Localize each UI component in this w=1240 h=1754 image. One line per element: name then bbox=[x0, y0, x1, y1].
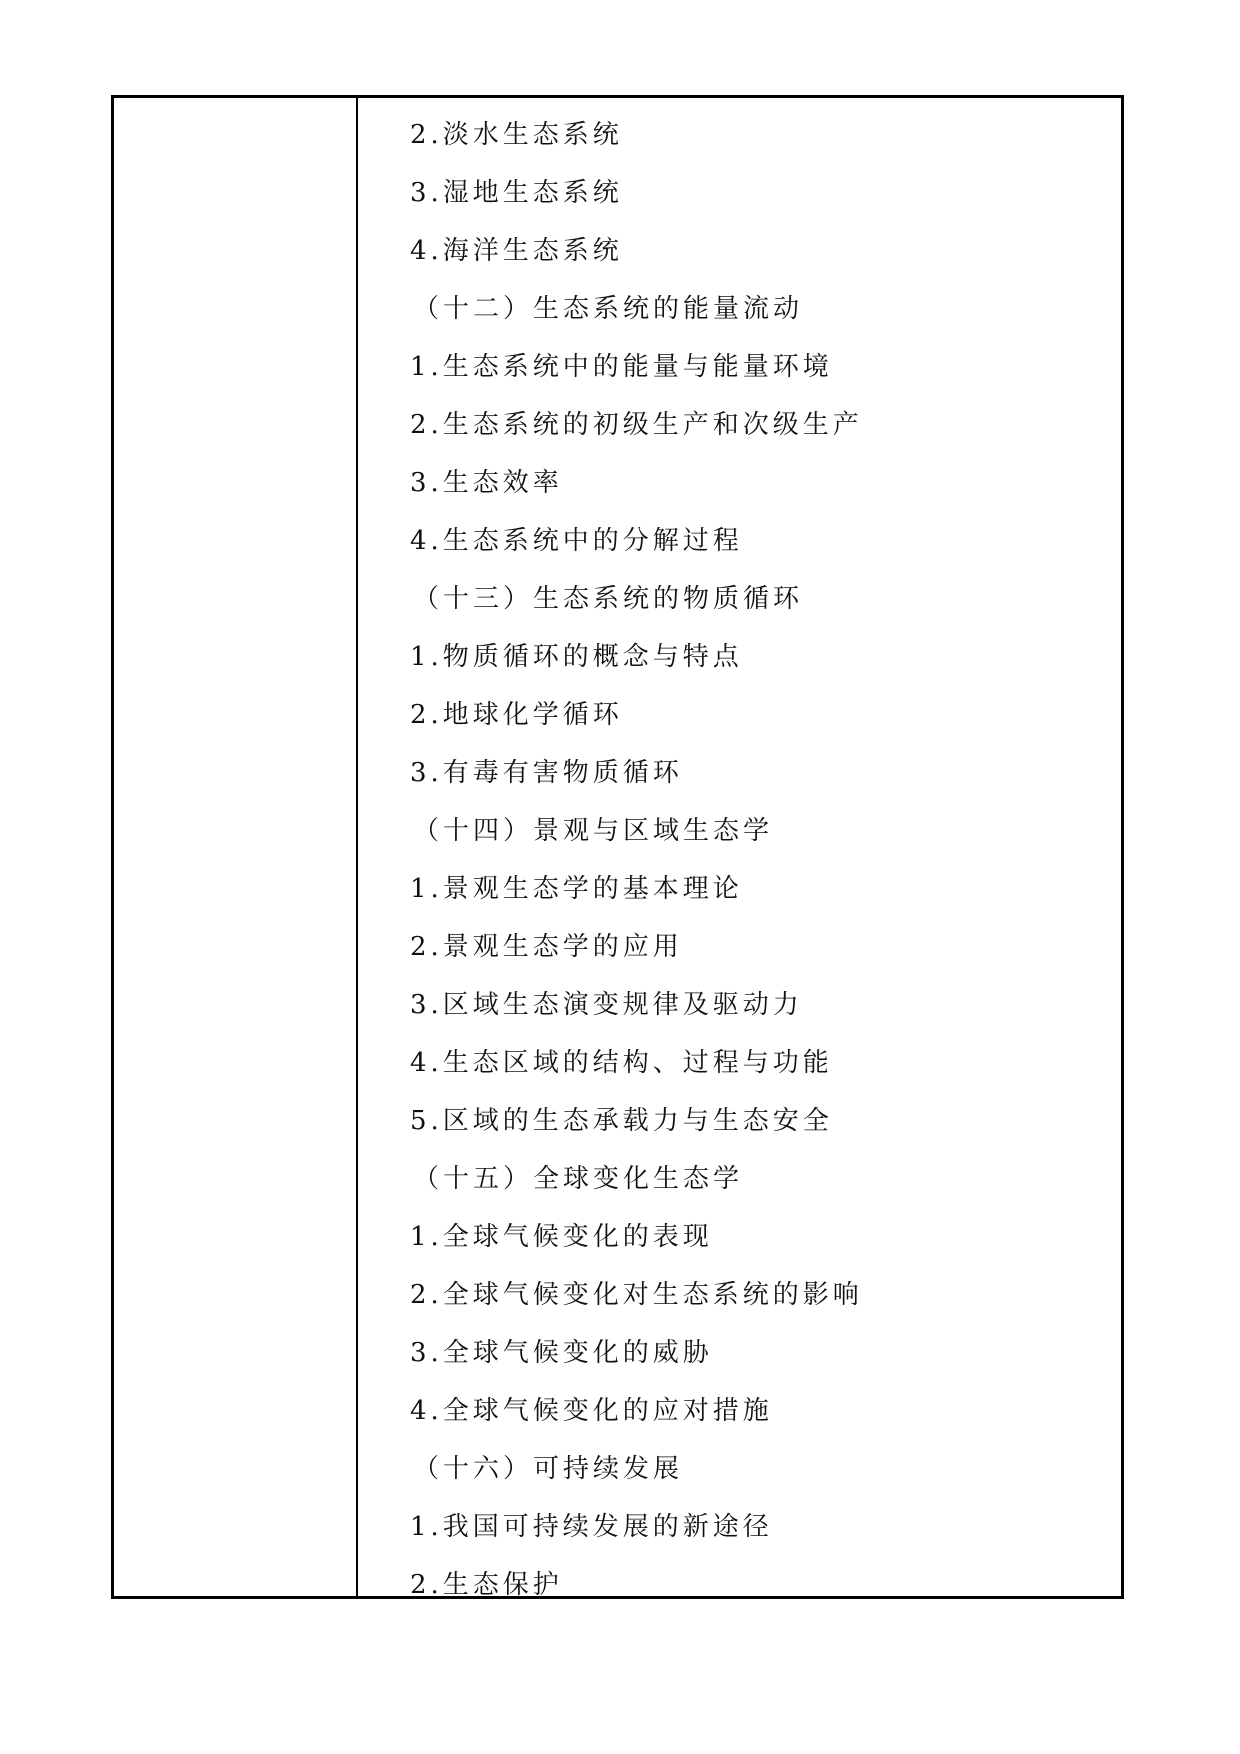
list-item: 2.全球气候变化对生态系统的影响 bbox=[410, 1280, 863, 1310]
list-item: 3.区域生态演变规律及驱动力 bbox=[410, 990, 803, 1020]
list-item: 2.淡水生态系统 bbox=[410, 120, 623, 150]
list-item: 3.湿地生态系统 bbox=[410, 178, 623, 208]
list-item: 5.区域的生态承载力与生态安全 bbox=[410, 1106, 833, 1136]
section-heading: （十五）全球变化生态学 bbox=[413, 1164, 744, 1194]
section-heading: （十三）生态系统的物质循环 bbox=[413, 584, 804, 614]
section-heading: （十二）生态系统的能量流动 bbox=[413, 294, 804, 324]
list-item: 1.生态系统中的能量与能量环境 bbox=[410, 352, 833, 382]
list-item: 2.生态系统的初级生产和次级生产 bbox=[410, 410, 863, 440]
list-item: 1.物质循环的概念与特点 bbox=[410, 642, 743, 672]
list-item: 2.生态保护 bbox=[410, 1570, 563, 1600]
syllabus-table bbox=[111, 95, 1124, 1599]
list-item: 3.有毒有害物质循环 bbox=[410, 758, 683, 788]
list-item: 4.生态系统中的分解过程 bbox=[410, 526, 743, 556]
list-item: 3.生态效率 bbox=[410, 468, 563, 498]
table-right-column bbox=[358, 98, 1121, 1600]
list-item: 4.生态区域的结构、过程与功能 bbox=[410, 1048, 833, 1078]
list-item: 3.全球气候变化的威胁 bbox=[410, 1338, 713, 1368]
section-heading: （十四）景观与区域生态学 bbox=[413, 816, 774, 846]
list-item: 1.景观生态学的基本理论 bbox=[410, 874, 743, 904]
list-item: 1.我国可持续发展的新途径 bbox=[410, 1512, 773, 1542]
list-item: 1.全球气候变化的表现 bbox=[410, 1222, 713, 1252]
list-item: 4.海洋生态系统 bbox=[410, 236, 623, 266]
table-left-column bbox=[114, 98, 358, 1596]
section-heading: （十六）可持续发展 bbox=[413, 1454, 684, 1484]
list-item: 2.地球化学循环 bbox=[410, 700, 623, 730]
list-item: 2.景观生态学的应用 bbox=[410, 932, 683, 962]
list-item: 4.全球气候变化的应对措施 bbox=[410, 1396, 773, 1426]
